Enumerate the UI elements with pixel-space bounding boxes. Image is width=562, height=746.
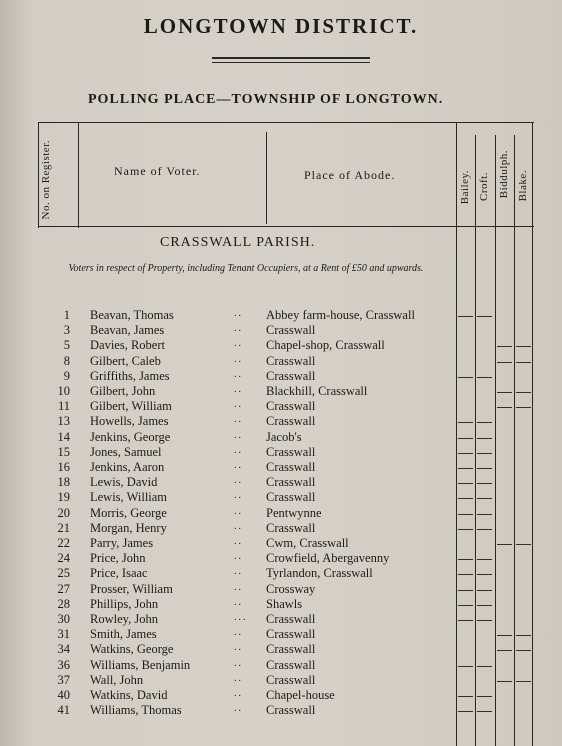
place-of-abode: Shawls [266, 596, 303, 611]
vote-mark [477, 422, 492, 423]
place-of-abode: Chapel-house [266, 688, 335, 702]
leader-dots: .. [234, 384, 243, 395]
register-number: 5 [63, 338, 70, 353]
voter-name: Gilbert, Caleb [90, 353, 161, 368]
table-row [0, 506, 562, 521]
table-row [0, 475, 562, 490]
voter-name: Parry, James [90, 536, 154, 550]
register-number: 1 [63, 308, 70, 322]
table-row [0, 673, 562, 688]
register-number: 21 [57, 520, 70, 535]
vote-mark [477, 574, 492, 575]
place-of-abode: Crasswall [266, 490, 316, 505]
vote-mark [477, 559, 492, 560]
qualification-note: Voters in respect of Property, including Tenant Occupiers, at a Rent of £50 and upwards. [68, 263, 424, 274]
leader-dots: .. [234, 353, 243, 365]
place-of-abode: Crasswall [266, 703, 316, 718]
leader-dots: ... [234, 612, 248, 623]
register-number: 37 [57, 672, 70, 687]
vote-mark [477, 529, 492, 530]
voter-name: Phillips, John [90, 596, 159, 611]
register-number: 30 [57, 612, 70, 626]
register-number: 9 [63, 368, 70, 383]
vote-mark [477, 666, 492, 667]
leader-dots: .. [234, 399, 243, 411]
vote-mark [516, 407, 531, 408]
register-number: 40 [57, 688, 70, 702]
leader-dots: .. [234, 308, 243, 319]
place-of-abode: Crasswall [266, 323, 316, 338]
polling-place-heading: POLLING PLACE—TOWNSHIP OF LONGTOWN. [88, 92, 444, 107]
vote-mark [477, 377, 492, 378]
leader-dots: .. [234, 444, 243, 456]
register-number: 13 [57, 414, 70, 429]
header-bottom-rule [38, 226, 534, 227]
place-of-abode: Chapel-shop, Crasswall [266, 338, 385, 353]
place-of-abode: Crasswall [266, 627, 316, 642]
place-of-abode: Crasswall [266, 520, 316, 535]
candidate-blake-header: Blake. [517, 170, 529, 202]
vote-mark [516, 635, 531, 636]
register-number: 16 [57, 460, 70, 474]
place-of-abode: Crasswall [266, 612, 316, 626]
vote-mark [516, 392, 531, 393]
voter-name: Price, Isaac [90, 566, 148, 581]
table-row [0, 658, 562, 673]
vote-mark [458, 377, 473, 378]
register-number: 25 [57, 566, 70, 581]
register-number: 3 [63, 323, 70, 338]
table-row [0, 688, 562, 703]
leader-dots: .. [234, 596, 243, 608]
place-of-abode: Crasswall [266, 399, 316, 414]
col-divider [266, 132, 267, 224]
vote-mark [477, 620, 492, 621]
place-of-abode: Blackhill, Crasswall [266, 384, 368, 398]
leader-dots: .. [234, 566, 243, 578]
voter-name: Jenkins, Aaron [90, 460, 165, 474]
table-row [0, 536, 562, 551]
vote-mark [458, 529, 473, 530]
voter-name: Lewis, William [90, 490, 168, 505]
leader-dots: .. [234, 475, 243, 487]
leader-dots: .. [234, 581, 243, 593]
vote-mark [497, 392, 512, 393]
table-row [0, 490, 562, 505]
vote-mark [458, 422, 473, 423]
table-row [0, 597, 562, 612]
voter-name: Beavan, Thomas [90, 308, 174, 322]
register-number: 27 [57, 581, 70, 596]
leader-dots: .. [234, 642, 243, 654]
voter-name: Prosser, William [90, 581, 173, 596]
candidate-bailey-header: Bailey. [459, 170, 471, 205]
table-row [0, 582, 562, 597]
voter-name: Gilbert, William [90, 399, 172, 414]
district-title: LONGTOWN DISTRICT. [143, 14, 419, 38]
place-of-abode: Crasswall [266, 460, 316, 474]
vote-mark [497, 650, 512, 651]
register-number: 28 [57, 596, 70, 611]
register-number: 24 [57, 551, 70, 566]
vote-mark [477, 514, 492, 515]
table-row [0, 414, 562, 429]
place-of-abode: Crasswall [266, 657, 316, 672]
register-number: 14 [57, 429, 70, 444]
vote-mark [516, 362, 531, 363]
leader-dots: .. [234, 688, 243, 699]
place-of-abode: Pentwynne [266, 505, 322, 520]
voter-name: Watkins, David [90, 688, 168, 702]
vote-mark [497, 544, 512, 545]
vote-mark [458, 559, 473, 560]
voter-name: Howells, James [90, 414, 169, 429]
vote-mark [477, 483, 492, 484]
place-of-abode: Abbey farm-house, Crasswall [266, 308, 415, 322]
place-of-abode: Crasswall [266, 475, 316, 490]
candidate-croft-header: Croft. [478, 172, 490, 201]
vote-mark [497, 362, 512, 363]
voter-name: Morris, George [90, 505, 167, 520]
table-row [0, 612, 562, 627]
vote-mark [516, 346, 531, 347]
vote-mark [497, 346, 512, 347]
table-row [0, 642, 562, 657]
voter-name: Morgan, Henry [90, 520, 167, 535]
voter-name: Rowley, John [90, 612, 158, 626]
register-number: 8 [63, 353, 70, 368]
place-of-abode: Tyrlandon, Crasswall [266, 566, 373, 581]
table-row [0, 551, 562, 566]
vote-mark [477, 468, 492, 469]
vote-mark [458, 438, 473, 439]
voter-name: Williams, Benjamin [90, 657, 191, 672]
table-row [0, 354, 562, 369]
leader-dots: .. [234, 703, 243, 715]
voter-name: Beavan, James [90, 323, 165, 338]
table-row [0, 566, 562, 581]
leader-dots: .. [234, 338, 243, 350]
col-divider [38, 122, 39, 228]
register-number: 15 [57, 444, 70, 459]
leader-dots: .. [234, 429, 243, 441]
table-row [0, 338, 562, 353]
register-number: 11 [57, 399, 70, 414]
abode-column-header: Place of Abode. [304, 168, 396, 182]
voter-name: Lewis, David [90, 475, 158, 490]
table-row [0, 323, 562, 338]
vote-mark [516, 650, 531, 651]
leader-dots: .. [234, 657, 243, 669]
voter-name: Watkins, George [90, 642, 174, 657]
place-of-abode: Cwm, Crasswall [266, 536, 349, 550]
vote-mark [477, 438, 492, 439]
place-of-abode: Crossway [266, 581, 316, 596]
table-row [0, 627, 562, 642]
place-of-abode: Crasswall [266, 368, 316, 383]
vote-mark [497, 635, 512, 636]
register-number: 19 [57, 490, 70, 505]
vote-mark [497, 681, 512, 682]
register-number: 22 [57, 536, 70, 550]
vote-mark [477, 711, 492, 712]
voter-name: Gilbert, John [90, 384, 156, 398]
vote-mark [458, 468, 473, 469]
leader-dots: .. [234, 672, 243, 684]
place-of-abode: Crasswall [266, 444, 316, 459]
table-row [0, 369, 562, 384]
vote-mark [458, 666, 473, 667]
leader-dots: .. [234, 414, 243, 426]
vote-mark [516, 544, 531, 545]
voter-name: Griffiths, James [90, 368, 170, 383]
table-row [0, 384, 562, 399]
voter-name: Williams, Thomas [90, 703, 182, 718]
vote-mark [477, 605, 492, 606]
place-of-abode: Crasswall [266, 414, 316, 429]
voter-name: Smith, James [90, 627, 157, 642]
vote-mark [477, 316, 492, 317]
table-row [0, 399, 562, 414]
table-row [0, 460, 562, 475]
voter-name: Jones, Samuel [90, 444, 162, 459]
vote-mark [458, 453, 473, 454]
voter-name: Jenkins, George [90, 429, 171, 444]
vote-mark [497, 407, 512, 408]
vote-mark [458, 498, 473, 499]
table-row [0, 521, 562, 536]
voter-name: Wall, John [90, 672, 144, 687]
vote-mark [477, 498, 492, 499]
vote-mark [458, 620, 473, 621]
vote-mark [477, 453, 492, 454]
register-number: 20 [57, 505, 70, 520]
leader-dots: .. [234, 368, 243, 380]
leader-dots: .. [234, 627, 243, 639]
candidate-biddulph-header: Biddulph. [498, 150, 510, 199]
leader-dots: .. [234, 551, 243, 563]
name-column-header: Name of Voter. [114, 164, 201, 178]
register-number: 36 [57, 657, 70, 672]
register-number: 34 [57, 642, 70, 657]
col-divider [78, 122, 79, 228]
vote-mark [458, 316, 473, 317]
table-row [0, 703, 562, 718]
place-of-abode: Crasswall [266, 642, 316, 657]
place-of-abode: Crasswall [266, 672, 316, 687]
vote-mark [458, 574, 473, 575]
leader-dots: .. [234, 323, 243, 335]
vote-mark [458, 590, 473, 591]
title-rule-thin [212, 62, 370, 63]
table-top-rule [38, 122, 534, 123]
vote-mark [458, 514, 473, 515]
place-of-abode: Crasswall [266, 353, 316, 368]
leader-dots: .. [234, 505, 243, 517]
vote-mark [477, 590, 492, 591]
register-number: 41 [57, 703, 70, 718]
place-of-abode: Jacob's [266, 429, 302, 444]
leader-dots: .. [234, 490, 243, 502]
register-number: 18 [57, 475, 70, 490]
voter-name: Davies, Robert [90, 338, 165, 353]
vote-mark [458, 696, 473, 697]
vote-mark [516, 681, 531, 682]
leader-dots: .. [234, 536, 243, 547]
register-number: 10 [57, 384, 70, 398]
table-row [0, 430, 562, 445]
vote-mark [477, 696, 492, 697]
table-row [0, 308, 562, 323]
title-rule [212, 57, 370, 59]
vote-mark [458, 605, 473, 606]
leader-dots: .. [234, 520, 243, 532]
table-row [0, 445, 562, 460]
vote-mark [458, 483, 473, 484]
vote-mark [458, 711, 473, 712]
parish-heading: CRASSWALL PARISH. [160, 235, 316, 250]
place-of-abode: Crowfield, Abergavenny [266, 551, 390, 566]
leader-dots: .. [234, 460, 243, 471]
voter-name: Price, John [90, 551, 146, 566]
register-number: 31 [57, 627, 70, 642]
register-column-header: No. on Register. [40, 140, 52, 220]
